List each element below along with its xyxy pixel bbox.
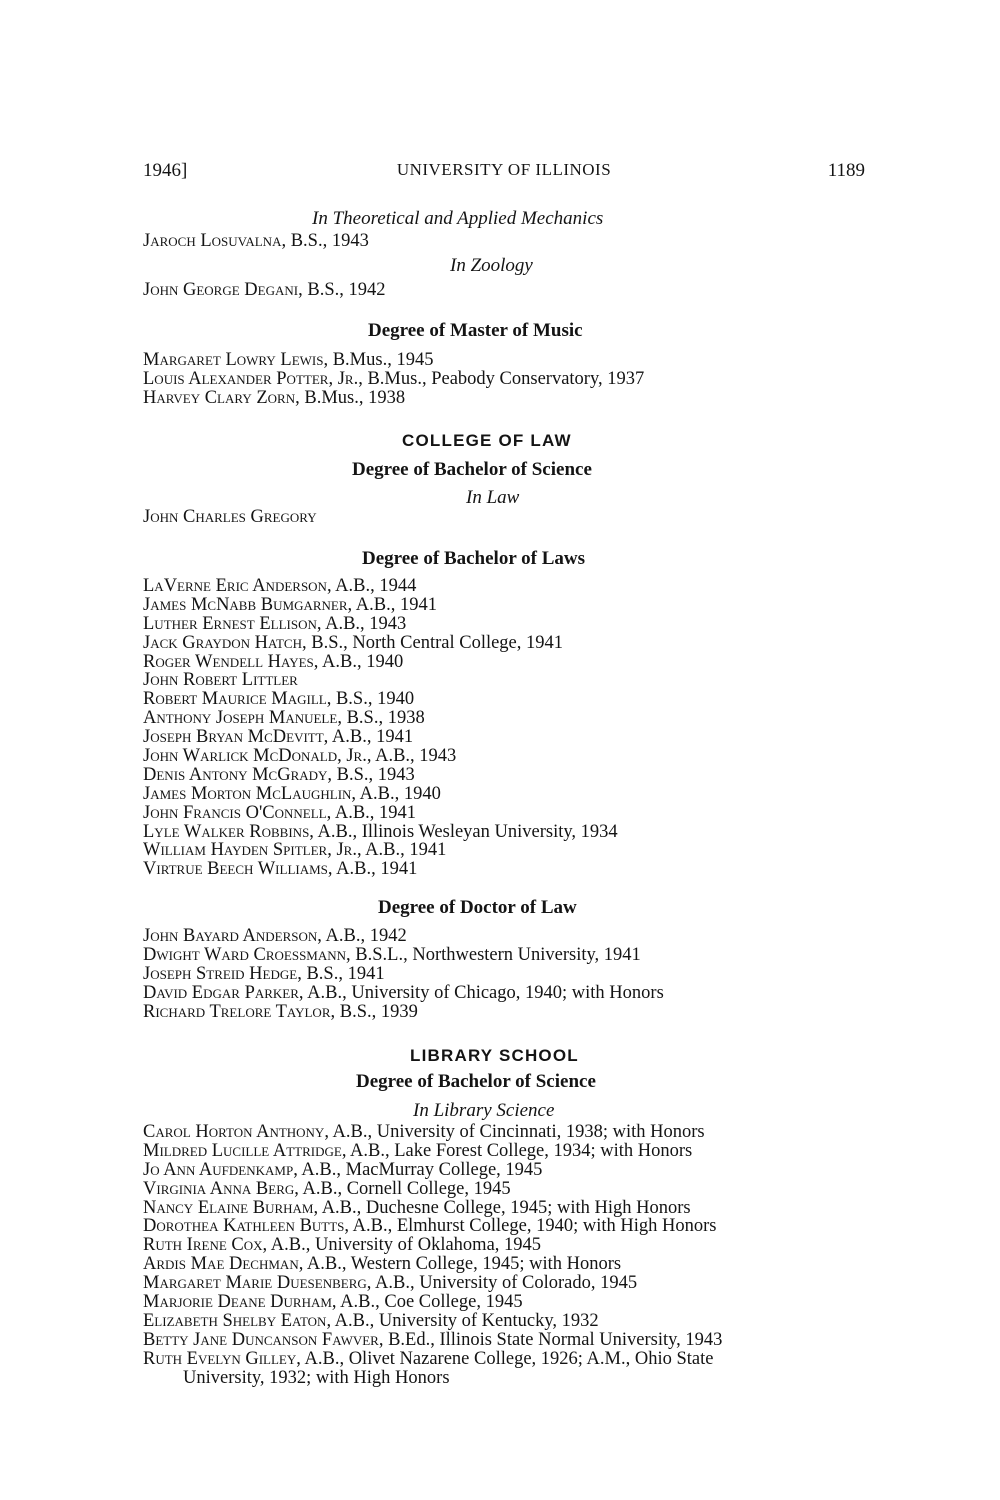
list-item-continuation: University, 1932; with High Honors: [183, 1367, 450, 1388]
list-item: Nancy Elaine Burham, A.B., Duchesne College, 1945; with High Honors: [143, 1197, 691, 1218]
running-title: UNIVERSITY OF ILLINOIS: [396, 160, 612, 179]
mechanics-entries: [143, 232, 369, 251]
list-item: Richard Trelore Taylor, B.S., 1939: [143, 1001, 418, 1022]
section-heading-college-law: COLLEGE OF LAW: [402, 431, 572, 450]
list-item: Lyle Walker Robbins, A.B., Illinois Wesleyan University, 1934: [143, 821, 618, 842]
list-item: Jack Graydon Hatch, B.S., North Central College, 1941: [143, 632, 564, 653]
list-item: William Hayden Spitler, Jr., A.B., 1941: [143, 840, 447, 861]
list-item: Elizabeth Shelby Eaton, A.B., University of Kentucky, 1932: [143, 1310, 599, 1331]
list-item: Virtrue Beech Williams, A.B., 1941: [143, 859, 418, 880]
list-item: Harvey Clary Zorn, B.Mus., 1938: [143, 387, 406, 408]
law-bs-entries: [143, 508, 317, 527]
list-item: LaVerne Eric Anderson, A.B., 1944: [143, 576, 417, 596]
degree-heading-master-music: Degree of Master of Music: [368, 320, 583, 341]
list-item: Louis Alexander Potter, Jr., B.Mus., Peabody Conservatory, 1937: [143, 368, 645, 389]
list-item: John Warlick McDonald, Jr., A.B., 1943: [143, 746, 457, 767]
law-llb-entries: [143, 577, 618, 879]
list-item: Dorothea Kathleen Butts, A.B., Elmhurst College, 1940; with High Honors: [143, 1216, 717, 1237]
music-entries: [143, 351, 644, 408]
list-item: Margaret Marie Duesenberg, A.B., University of Colorado, 1945: [143, 1273, 638, 1294]
list-item: Joseph Streid Hedge, B.S., 1941: [143, 963, 385, 984]
list-item: Ruth Irene Cox, A.B., University of Oklahoma, 1945: [143, 1235, 542, 1256]
list-item: Ardis Mae Dechman, A.B., Western College, 1945; with Honors: [143, 1254, 622, 1275]
subject-heading-law: In Law: [466, 487, 520, 508]
list-item: Jo Ann Aufdenkamp, A.B., MacMurray College, 1945: [143, 1159, 543, 1180]
list-item: Jaroch Losuvalna, B.S., 1943: [143, 231, 369, 251]
list-item: Mildred Lucille Attridge, A.B., Lake Forest College, 1934; with Honors: [143, 1140, 693, 1161]
degree-heading-law-bs: Degree of Bachelor of Science: [352, 459, 592, 480]
list-item: Joseph Bryan McDevitt, A.B., 1941: [143, 727, 414, 748]
running-head: [143, 160, 865, 186]
list-item: Carol Horton Anthony, A.B., University of Cincinnati, 1938; with Honors: [143, 1122, 705, 1142]
list-item: Margaret Lowry Lewis, B.Mus., 1945: [143, 350, 434, 370]
list-item: Denis Antony McGrady, B.S., 1943: [143, 764, 415, 785]
subject-heading-zoology: In Zoology: [450, 255, 533, 276]
list-item: John Francis O'Connell, A.B., 1941: [143, 802, 417, 823]
list-item: James McNabb Bumgarner, A.B., 1941: [143, 594, 437, 615]
subject-heading-library-science: In Library Science: [413, 1100, 555, 1121]
list-item: Luther Ernest Ellison, A.B., 1943: [143, 613, 407, 634]
list-item: James Morton McLaughlin, A.B., 1940: [143, 783, 441, 804]
law-jd-entries: [143, 927, 664, 1021]
page-number: 1189: [827, 160, 865, 181]
list-item: Anthony Joseph Manuele, B.S., 1938: [143, 708, 425, 729]
volume-year: 1946]: [143, 160, 188, 181]
list-item: John Robert Littler: [143, 670, 298, 691]
list-item: Ruth Evelyn Gilley, A.B., Olivet Nazarene College, 1926; A.M., Ohio State: [143, 1348, 714, 1369]
list-item: John Bayard Anderson, A.B., 1942: [143, 926, 407, 946]
list-item: Roger Wendell Hayes, A.B., 1940: [143, 651, 404, 672]
degree-heading-library-bs: Degree of Bachelor of Science: [356, 1071, 596, 1092]
subject-heading-mechanics: In Theoretical and Applied Mechanics: [312, 208, 604, 229]
library-entries: [143, 1123, 722, 1387]
list-item: Dwight Ward Croessmann, B.S.L., Northwestern University, 1941: [143, 944, 641, 965]
degree-heading-bachelor-laws: Degree of Bachelor of Laws: [362, 548, 586, 569]
section-heading-library-school: LIBRARY SCHOOL: [410, 1046, 579, 1065]
list-item: Robert Maurice Magill, B.S., 1940: [143, 689, 415, 710]
list-item: David Edgar Parker, A.B., University of Chicago, 1940; with Honors: [143, 982, 664, 1003]
list-item: Virginia Anna Berg, A.B., Cornell College, 1945: [143, 1178, 511, 1199]
degree-heading-doctor-law: Degree of Doctor of Law: [378, 897, 577, 918]
list-item: Betty Jane Duncanson Fawver, B.Ed., Illinois State Normal University, 1943: [143, 1329, 723, 1350]
list-item: John George Degani, B.S., 1942: [143, 280, 386, 300]
list-item: John Charles Gregory: [143, 507, 317, 527]
zoology-entries: [143, 281, 386, 300]
list-item: Marjorie Deane Durham, A.B., Coe College, 1945: [143, 1292, 523, 1313]
